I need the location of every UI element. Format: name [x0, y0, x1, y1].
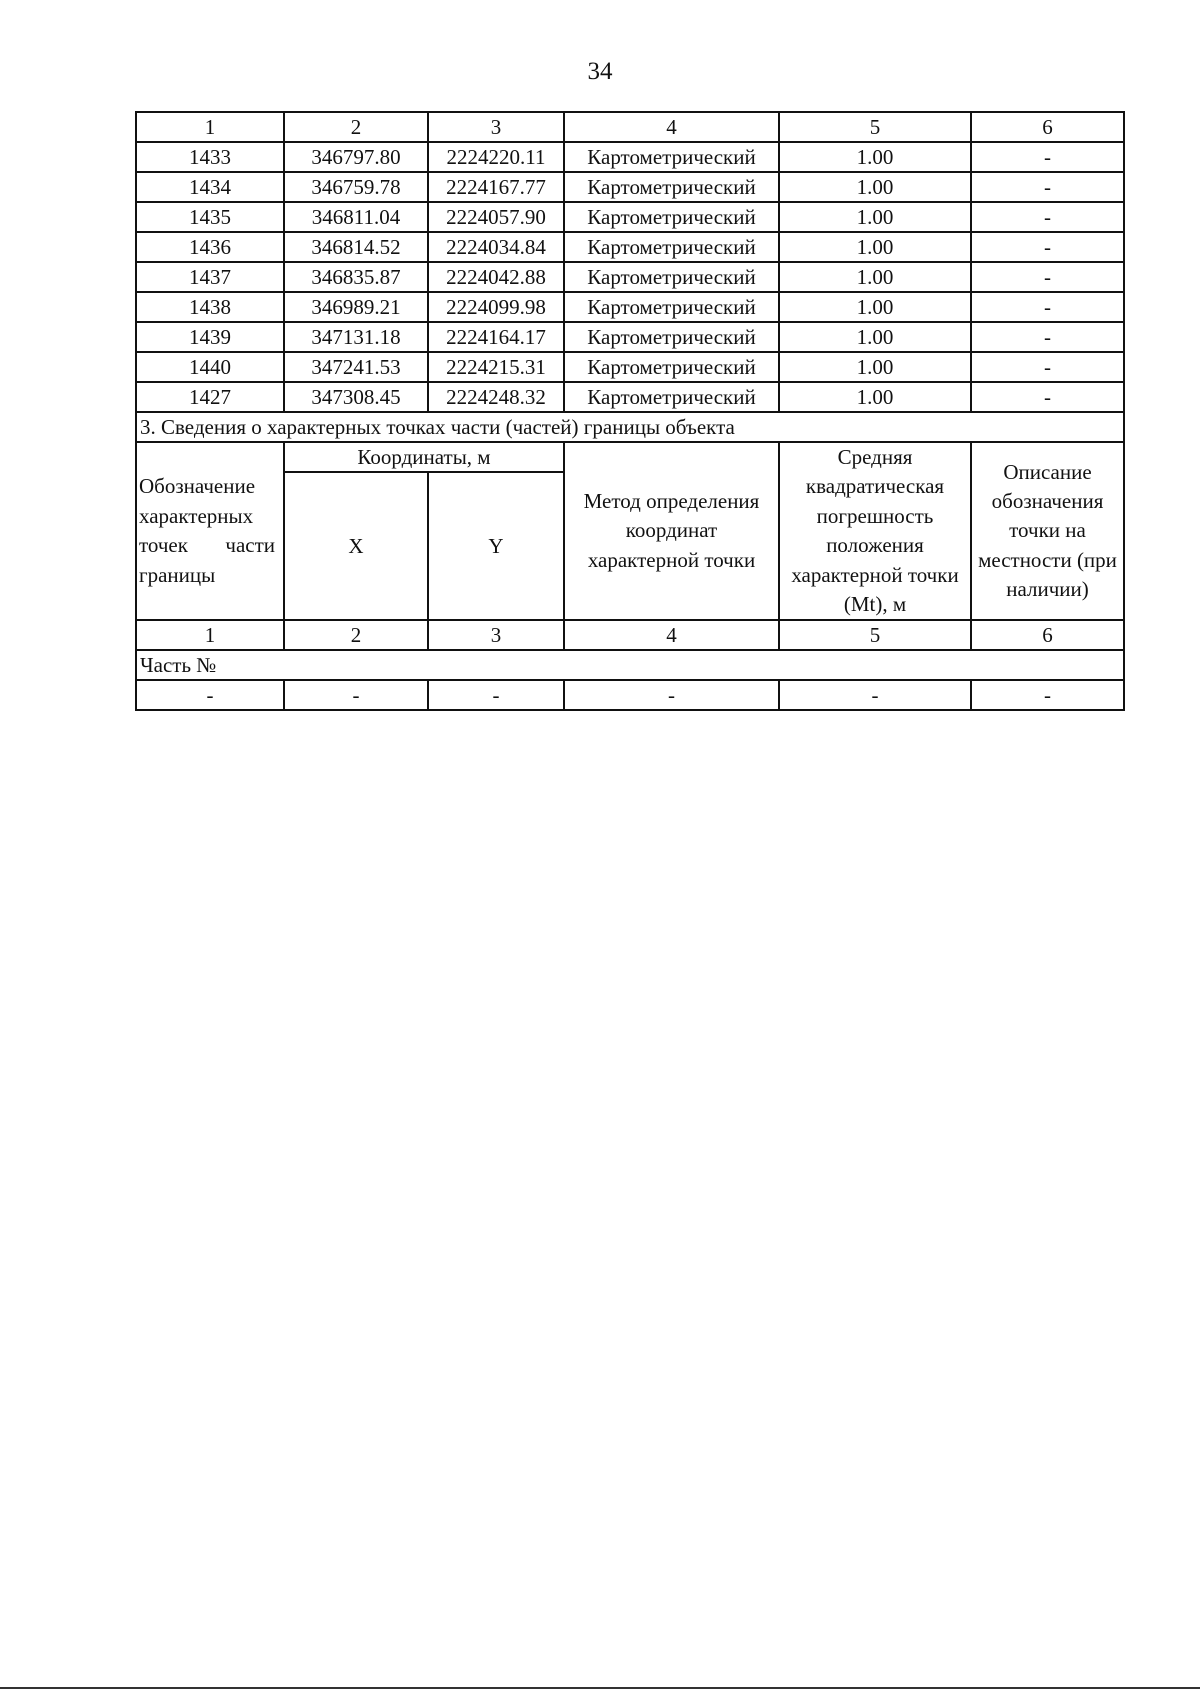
- empty-cell: -: [136, 680, 284, 710]
- section3-column-number-row: [136, 620, 1124, 650]
- designation-header: [136, 442, 284, 620]
- method-cell: Картометрический: [564, 322, 779, 352]
- description-cell: -: [971, 322, 1124, 352]
- point-id-cell: 1435: [136, 202, 284, 232]
- point-id-cell: 1434: [136, 172, 284, 202]
- column-number: 4: [564, 620, 779, 650]
- x-header: X: [284, 472, 428, 620]
- description-cell: -: [971, 202, 1124, 232]
- page-number: 34: [587, 58, 613, 85]
- empty-cell: -: [428, 680, 564, 710]
- bottom-rule: [0, 1687, 1200, 1689]
- method-cell: Картометрический: [564, 262, 779, 292]
- table-row: [136, 202, 1124, 232]
- column-number: 6: [971, 112, 1124, 142]
- section-title-row: [136, 412, 1124, 442]
- point-id-cell: 1438: [136, 292, 284, 322]
- error-cell: 1.00: [779, 172, 971, 202]
- empty-cell: -: [971, 680, 1124, 710]
- description-cell: -: [971, 142, 1124, 172]
- point-id-cell: 1439: [136, 322, 284, 352]
- table-row: [136, 292, 1124, 322]
- section-title: 3. Сведения о характерных точках части (частей) границы объекта: [136, 412, 1124, 442]
- method-cell: Картометрический: [564, 142, 779, 172]
- designation-header-text: Обозначение характерных точек части границы: [139, 474, 275, 587]
- point-id-cell: 1436: [136, 232, 284, 262]
- column-number: 1: [136, 620, 284, 650]
- method-cell: Картометрический: [564, 232, 779, 262]
- y-coordinate-cell: 2224057.90: [428, 202, 564, 232]
- description-cell: -: [971, 382, 1124, 412]
- column-number: 2: [284, 112, 428, 142]
- table-row: [136, 232, 1124, 262]
- y-coordinate-cell: 2224042.88: [428, 262, 564, 292]
- method-cell: Картометрический: [564, 292, 779, 322]
- error-cell: 1.00: [779, 262, 971, 292]
- x-coordinate-cell: 346811.04: [284, 202, 428, 232]
- empty-row: [136, 680, 1124, 710]
- error-cell: 1.00: [779, 292, 971, 322]
- x-coordinate-cell: 346797.80: [284, 142, 428, 172]
- point-id-cell: 1437: [136, 262, 284, 292]
- method-cell: Картометрический: [564, 202, 779, 232]
- part-label: Часть №: [136, 650, 1124, 680]
- column-number: 2: [284, 620, 428, 650]
- description-cell: -: [971, 262, 1124, 292]
- column-number: 5: [779, 112, 971, 142]
- column-number: 6: [971, 620, 1124, 650]
- error-cell: 1.00: [779, 382, 971, 412]
- column-number: 3: [428, 112, 564, 142]
- table-row: [136, 142, 1124, 172]
- table-row: [136, 172, 1124, 202]
- description-cell: -: [971, 292, 1124, 322]
- column-number-row: [136, 112, 1124, 142]
- column-number: 5: [779, 620, 971, 650]
- method-header: Метод определения координат характерной точки: [564, 442, 779, 620]
- x-coordinate-cell: 347131.18: [284, 322, 428, 352]
- table-row: [136, 322, 1124, 352]
- description-header: Описание обозначения точки на местности (при наличии): [971, 442, 1124, 620]
- x-coordinate-cell: 347308.45: [284, 382, 428, 412]
- column-number: 4: [564, 112, 779, 142]
- empty-cell: -: [779, 680, 971, 710]
- empty-cell: -: [284, 680, 428, 710]
- part-label-row: [136, 650, 1124, 680]
- x-coordinate-cell: 346835.87: [284, 262, 428, 292]
- coordinates-table: [135, 111, 1125, 711]
- error-cell: 1.00: [779, 142, 971, 172]
- x-coordinate-cell: 346814.52: [284, 232, 428, 262]
- description-cell: -: [971, 172, 1124, 202]
- error-header: Средняя квадратическая погрешность положения характерной точки (Mt), м: [779, 442, 971, 620]
- column-number: 1: [136, 112, 284, 142]
- point-id-cell: 1433: [136, 142, 284, 172]
- error-cell: 1.00: [779, 322, 971, 352]
- x-coordinate-cell: 346759.78: [284, 172, 428, 202]
- point-id-cell: 1427: [136, 382, 284, 412]
- y-coordinate-cell: 2224034.84: [428, 232, 564, 262]
- error-cell: 1.00: [779, 202, 971, 232]
- table-row: [136, 262, 1124, 292]
- method-cell: Картометрический: [564, 382, 779, 412]
- y-coordinate-cell: 2224099.98: [428, 292, 564, 322]
- coordinates-header: Координаты, м: [284, 442, 564, 472]
- x-coordinate-cell: 347241.53: [284, 352, 428, 382]
- y-coordinate-cell: 2224215.31: [428, 352, 564, 382]
- error-cell: 1.00: [779, 232, 971, 262]
- column-number: 3: [428, 620, 564, 650]
- x-coordinate-cell: 346989.21: [284, 292, 428, 322]
- y-coordinate-cell: 2224248.32: [428, 382, 564, 412]
- y-header: Y: [428, 472, 564, 620]
- method-cell: Картометрический: [564, 352, 779, 382]
- y-coordinate-cell: 2224164.17: [428, 322, 564, 352]
- description-cell: -: [971, 352, 1124, 382]
- method-cell: Картометрический: [564, 172, 779, 202]
- y-coordinate-cell: 2224167.77: [428, 172, 564, 202]
- point-id-cell: 1440: [136, 352, 284, 382]
- error-cell: 1.00: [779, 352, 971, 382]
- table-row: [136, 352, 1124, 382]
- description-cell: -: [971, 232, 1124, 262]
- section3-header-row-1: [136, 442, 1124, 472]
- y-coordinate-cell: 2224220.11: [428, 142, 564, 172]
- table-row: [136, 382, 1124, 412]
- empty-cell: -: [564, 680, 779, 710]
